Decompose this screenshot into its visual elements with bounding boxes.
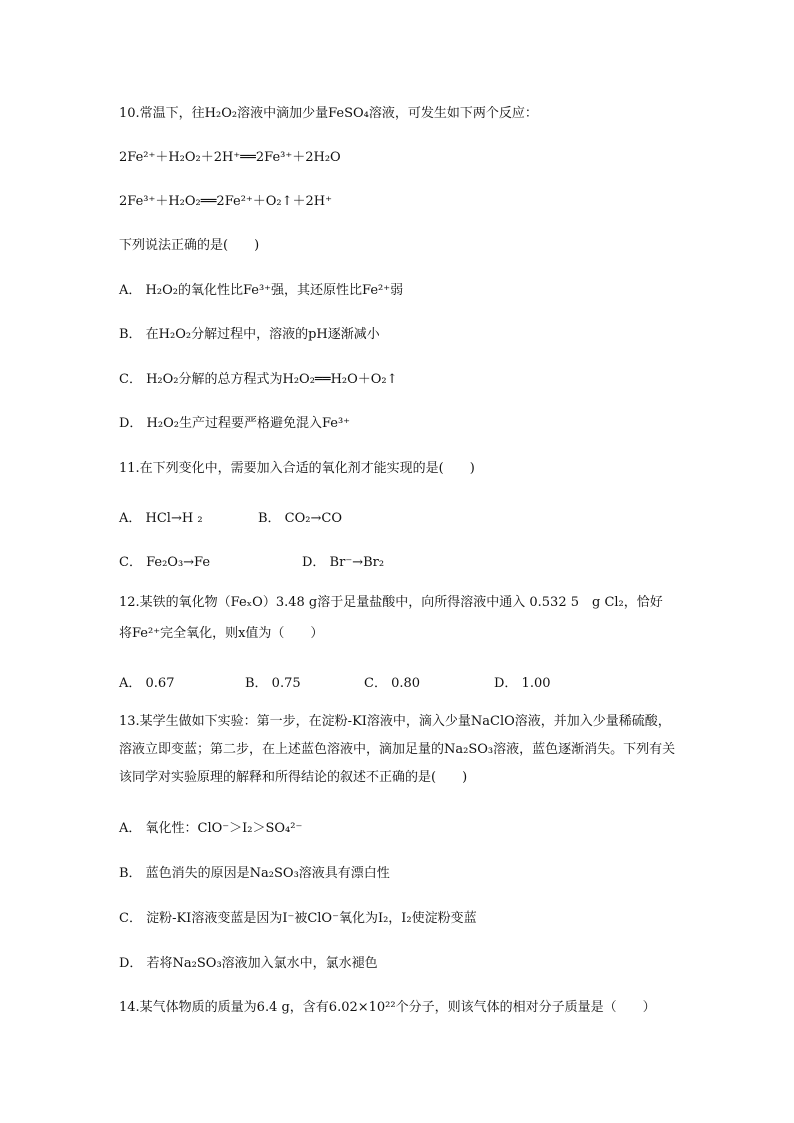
q10-stem: 10.常温下，往H₂O₂溶液中滴加少量FeSO₄溶液，可发生如下两个反应： — [119, 106, 538, 121]
q11-option-a: A． HCl→H ₂ — [119, 511, 203, 526]
q13-stem: 13.某学生做如下实验：第一步，在淀粉-KI溶液中，滴入少量NaClO溶液，并加入少量稀硫酸，溶液立即变蓝；第二步，在上述蓝色溶液中，滴加足量的Na₂SO₃溶液，蓝色逐渐消失。下列有关该同学对实验原理的解释和所得结论的叙述不正确的是( ) — [119, 714, 676, 785]
q12-option-a: A． 0.67 — [119, 676, 175, 691]
q10-option-d: D． H₂O₂生产过程要严格避免混入Fe³⁺ — [119, 416, 351, 431]
q12-line-2: 将Fe²⁺完全氧化，则x值为（ ） — [119, 626, 324, 641]
q11-option-d: D． Br⁻→Br₂ — [302, 555, 385, 570]
q12-option-d: D． 1.00 — [494, 676, 551, 691]
q13-option-d: D． 若将Na₂SO₃溶液加入氯水中，氯水褪色 — [119, 956, 378, 971]
q12-option-b: B． 0.75 — [245, 676, 301, 691]
q14-stem: 14.某气体物质的质量为6.4 g，含有6.02×10²²个分子，则该气体的相对分子质量是（ ） — [119, 1000, 656, 1015]
q10-equation-2: 2Fe³⁺＋H₂O₂══2Fe²⁺＋O₂↑＋2H⁺ — [119, 194, 332, 209]
q10-option-b: B． 在H₂O₂分解过程中，溶液的pH逐渐减小 — [119, 327, 380, 342]
q11-option-c: C． Fe₂O₃→Fe — [119, 555, 211, 570]
q13-option-b: B． 蓝色消失的原因是Na₂SO₃溶液具有漂白性 — [119, 866, 390, 881]
q13-option-a: A． 氧化性：ClO⁻＞I₂＞SO₄²⁻ — [119, 821, 303, 836]
q11-stem: 11.在下列变化中，需要加入合适的氧化剂才能实现的是( ) — [119, 461, 475, 476]
q12-line-1: 12.某铁的氧化物（FeₓO）3.48 g溶于足量盐酸中，向所得溶液中通入 0.532 5 g Cl₂，恰好 — [119, 595, 663, 610]
q13-option-c: C． 淀粉-KI溶液变蓝是因为I⁻被ClO⁻氧化为I₂，I₂使淀粉变蓝 — [119, 911, 477, 926]
q10-question: 下列说法正确的是( ) — [119, 238, 260, 253]
q11-option-b: B． CO₂→CO — [258, 511, 342, 526]
q10-equation-1: 2Fe²⁺＋H₂O₂＋2H⁺══2Fe³⁺＋2H₂O — [119, 150, 341, 165]
q12-option-c: C． 0.80 — [364, 676, 421, 691]
q10-option-c: C． H₂O₂分解的总方程式为H₂O₂══H₂O＋O₂↑ — [119, 372, 398, 387]
q10-option-a: A． H₂O₂的氧化性比Fe³⁺强，其还原性比Fe²⁺弱 — [119, 283, 404, 298]
